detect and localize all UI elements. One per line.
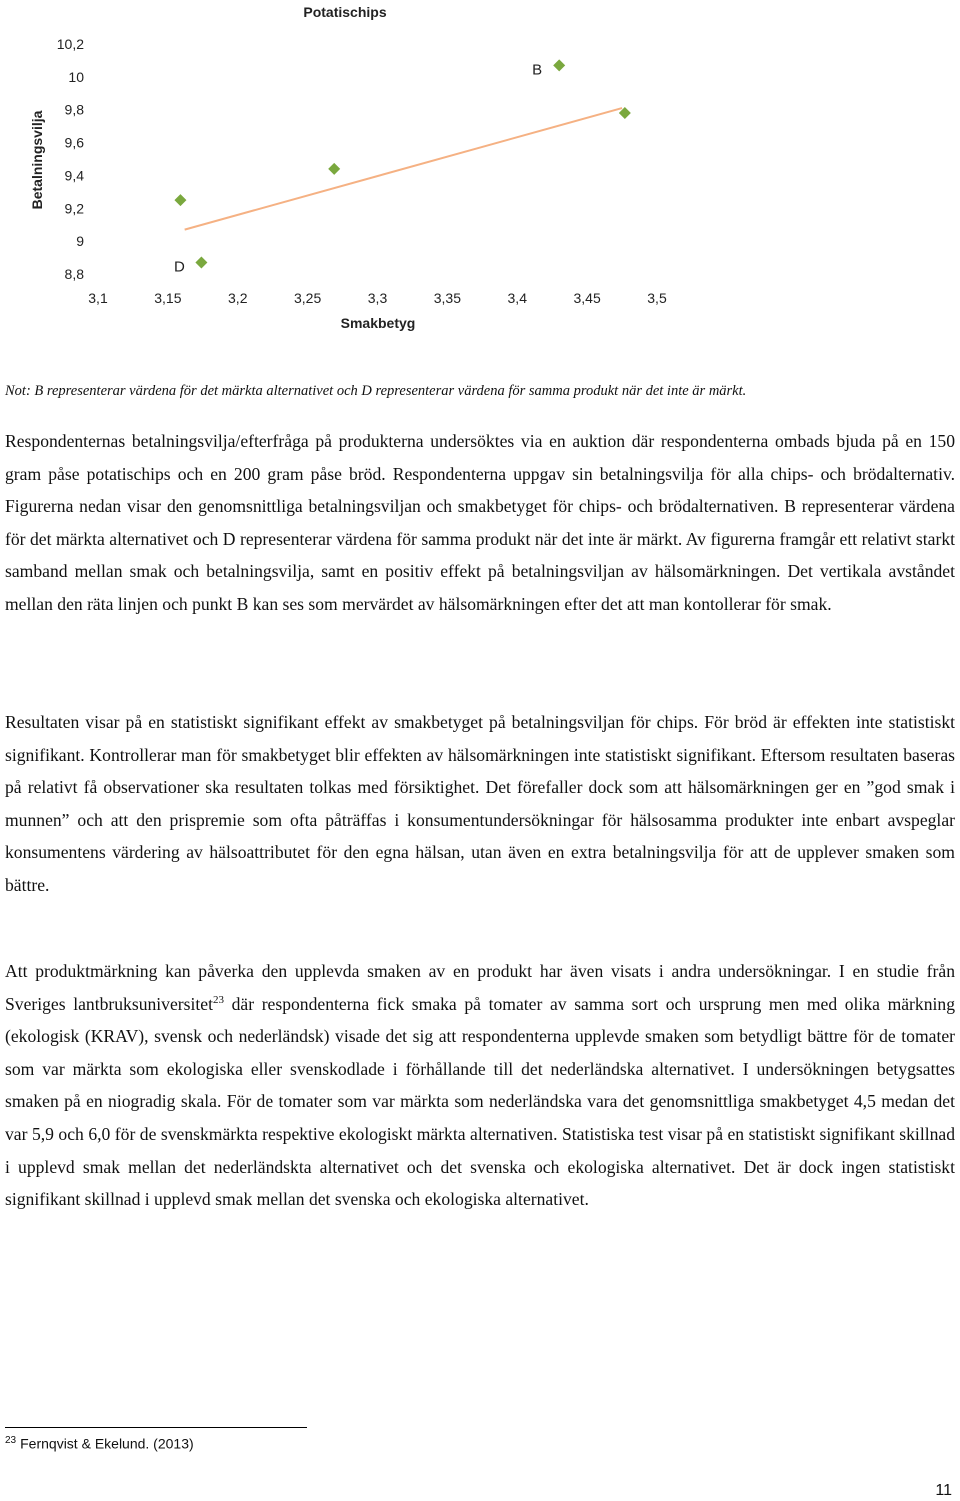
data-point — [195, 257, 207, 269]
y-tick-label: 10 — [68, 68, 84, 85]
point-label: D — [173, 258, 185, 276]
chart-title: Potatischips — [303, 4, 387, 20]
scatter-chart — [0, 0, 700, 345]
paragraph-labeling-study-intro: Att produktmärkning kan påverka den upplevda smaken av en produkt har även visats i andra undersökningar. I en studie från Sveriges lantbruksuniversitet — [5, 961, 955, 1014]
data-point — [553, 59, 565, 71]
paragraph-labeling-study-rest: där respondenterna fick smaka på tomater av samma sort och ursprung men med olika märkning (ekologisk (KRAV), svensk och nederländsk) visade det sig att respondenterna upplevde smaken som betydligt bättre för de tomater som var märkta som ekologiska eller svenskodlade i förhållande till det nederländska alternativet. I undersökningen betygsattes smaken på en niogradig skala. För de tomater som var märkta som nederländska vara det genomsnittliga smakbetyget 4,5 medan det var 5,9 och 6,0 för de svenskmärkta respektive ekologiskt märkta alternativen. Statistiska test visar på en statistiskt signifikant skillnad i upplevd smak mellan det nederländskta alternativet och det svenska och ekologiska alternativet. Det är dock ingen statistiskt signifikant skillnad i upplevd smak mellan det svenska och ekologiska alternativet. — [5, 993, 955, 1210]
x-tick-label: 3,25 — [294, 290, 322, 306]
trendline — [185, 108, 622, 230]
x-tick-label: 3,45 — [573, 290, 601, 306]
footnote-reference[interactable]: 23 — [212, 993, 224, 1006]
page-number: 11 — [935, 1482, 952, 1499]
y-axis-title: Betalningsvilja — [29, 110, 45, 210]
footnote-divider — [5, 1427, 307, 1428]
x-tick-label: 3,2 — [228, 290, 248, 306]
paragraph-auction — [5, 425, 955, 621]
paragraph-results: Resultaten visar på en statistiskt signifikant effekt av smakbetyget på betalningsviljan för chips. För bröd är effekten inte statistiskt signifikant. Kontrollerar man för smakbetyget blir effekten av hälsomärkningen inte statistiskt signifikant. Eftersom resultaten baseras på relativt få observationer ska resultaten tolkas med försiktighet. Det förefaller dock som att hälsomärkningen ger en ”god smak i munnen” och att den prispremie som ofta påträffas i konsumentundersökningar för hälsosamma produkter inte enbart avspeglar konsumentens värdering av hälsoattributet för den egna hälsan, utan även en extra betalningsvilja för att de upplever smaken som bättre. — [5, 712, 955, 895]
y-tick-label: 9 — [76, 233, 84, 250]
y-tick-label: 9,2 — [64, 200, 84, 217]
footnote-text: Fernqvist & Ekelund. (2013) — [20, 1435, 194, 1452]
x-tick-label: 3,3 — [367, 290, 388, 306]
x-tick-label: 3,35 — [433, 290, 461, 306]
data-point — [328, 163, 340, 175]
paragraph-auction-rest: Respondenterna uppgav sin betalningsvilja för alla chips- och brödalternativ. Figurerna nedan visar den genomsnittliga betalningsviljan och smakbetyget för chips- och brödalternativen. B representerar värdena för det märkta alternativet och D representerar värdena för samma produkt när det inte är märkt. Av figurerna framgår ett relativt starkt samband mellan smak och betalningsvilja, samt en positiv effekt på betalningsviljan av hälsomärkningen. Det vertikala avståndet mellan den räta linjen och punkt B kan ses som mervärdet av hälsomärkningen efter det att man kontollerar för smak. — [5, 463, 956, 614]
paragraph-labeling-study — [5, 955, 955, 1216]
y-tick-label: 9,4 — [64, 167, 84, 184]
x-tick-label: 3,4 — [507, 290, 527, 306]
x-tick-label: 3,5 — [647, 290, 667, 306]
y-tick-label: 8,8 — [64, 266, 84, 282]
footnote-number: 23 — [5, 1435, 17, 1446]
x-tick-label: 3,1 — [88, 290, 108, 306]
figure-note: Not: B representerar värdena för det märkta alternativet och D representerar värdena för samma produkt när det inte är märkt. — [5, 383, 747, 399]
data-point — [174, 194, 186, 206]
point-label: B — [532, 61, 543, 79]
y-tick-label: 9,6 — [64, 134, 84, 151]
paragraph-auction-sentence-1: Respondenternas betalningsvilja/efterfråga på produkterna undersöktes via en auktion där respondenterna ombads bjuda på en 150 gram påse potatischips och en 200 gram påse bröd. — [5, 431, 955, 484]
x-axis-title: Smakbetyg — [340, 315, 416, 331]
footnote — [5, 1435, 194, 1452]
y-tick-label: 9,8 — [64, 101, 84, 118]
y-tick-label: 10,2 — [56, 36, 84, 52]
x-tick-label: 3,15 — [154, 290, 182, 306]
